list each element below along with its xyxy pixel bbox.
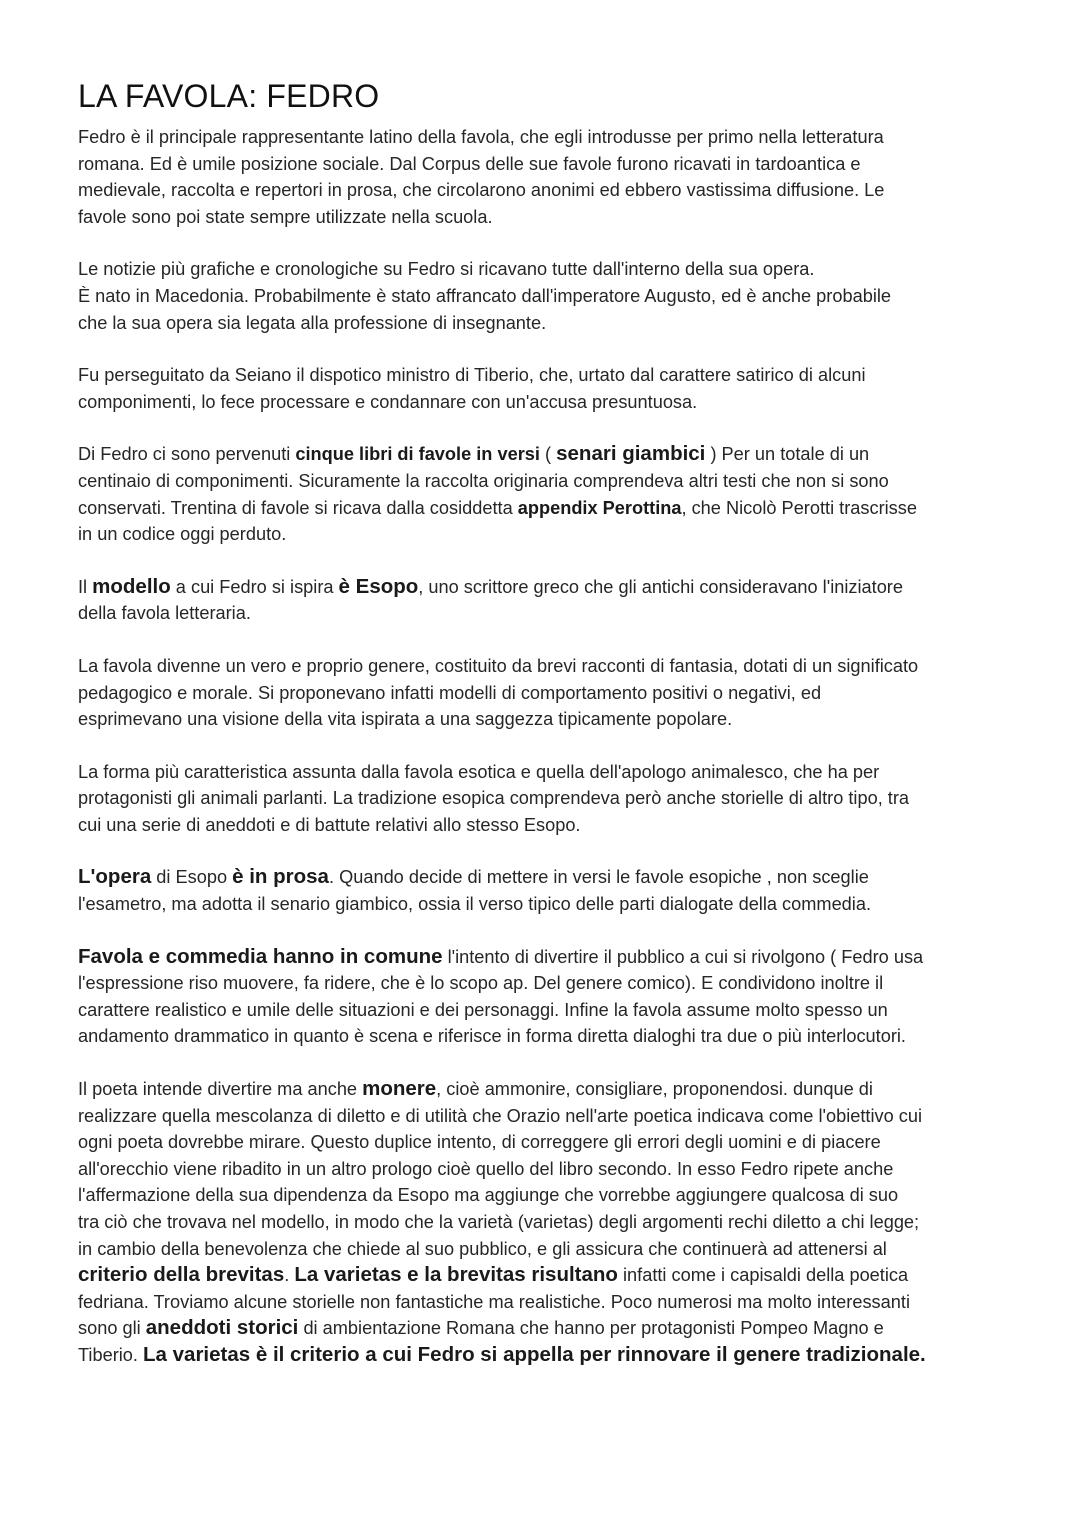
text-run: , che Nicolò Perotti trascrisse <box>681 497 917 518</box>
text-run: Il poeta intende divertire ma anche <box>78 1079 363 1100</box>
text-run: l'intento di divertire il pubblico a cui si rivolgono ( Fedro usa <box>442 946 924 967</box>
document-page <box>78 74 1008 1395</box>
text-run: di ambientazione Romana che hanno per protagonisti Pompeo Magno e <box>298 1318 884 1339</box>
bold-run-large: La varietas e la brevitas risultano <box>294 1263 618 1287</box>
text-line: andamento drammatico in quanto è scena e riferisce in forma diretta dialoghi tra due o più interlocutori. <box>78 1026 906 1047</box>
bold-run: cinque libri di favole in versi <box>295 444 540 465</box>
bold-run-large: è Esopo <box>338 574 419 598</box>
text-line: fedriana. Troviamo alcune storielle non fantastiche ma realistiche. Poco numerosi ma molto interessanti <box>78 1291 910 1312</box>
text-line: all'orecchio viene ribadito in un altro prologo cioè quello del libro secondo. In esso Fedro ripete anche <box>78 1158 894 1179</box>
text-line <box>78 441 1008 468</box>
paragraph-form <box>78 759 1008 839</box>
text-line: La favola divenne un vero e proprio genere, costituito da brevi racconti di fantasia, dotati di un significato <box>78 655 919 676</box>
bold-run: appendix Perottina <box>517 497 682 518</box>
text-run: Di Fedro ci sono pervenuti <box>78 444 296 465</box>
bold-run-large: senari giambici <box>556 442 706 466</box>
text-run: conservati. Trentina di favole si ricava dalla cosiddetta <box>78 497 518 518</box>
text-line: esprimevano una visione della vita ispirata a una saggezza tipicamente popolare. <box>78 709 733 730</box>
text-line <box>78 944 1008 971</box>
text-line: componimenti, lo fece processare e condannare con un'accusa presuntuosa. <box>78 391 698 412</box>
text-line: protagonisti gli animali parlanti. La tradizione esopica comprendeva però anche storielle di altro tipo, tra <box>78 788 910 809</box>
text-line: Fu perseguitato da Seiano il dispotico ministro di Tiberio, che, urtato dal carattere satirico di alcuni <box>78 365 866 386</box>
text-line: pedagogico e morale. Si proponevano infatti modelli di comportamento positivi o negativi, ed <box>78 682 822 703</box>
text-line: romana. Ed è umile posizione sociale. Dal Corpus delle sue favole furono ricavati in tardoantica e <box>78 153 861 174</box>
bold-run-large: L'opera <box>78 865 152 889</box>
text-line: carattere realistico e umile delle situazioni e dei personaggi. Infine la favola assume molto spesso un <box>78 999 888 1020</box>
text-line: l'affermazione della sua dipendenza da Esopo ma aggiunge che vorrebbe aggiungere qualcosa di suo <box>78 1185 899 1206</box>
text-run: Tiberio. <box>78 1344 144 1365</box>
bold-run-large: La varietas è il criterio a cui Fedro si appella per rinnovare il genere tradizionale. <box>143 1342 926 1366</box>
paragraph-works <box>78 441 1008 547</box>
text-line: cui una serie di aneddoti e di battute relativi allo stesso Esopo. <box>78 814 581 835</box>
text-line: che la sua opera sia legata alla professione di insegnante. <box>78 312 547 333</box>
paragraph-genre <box>78 653 1008 733</box>
text-run: ) Per un totale di un <box>705 444 870 465</box>
text-line: Le notizie più grafiche e cronologiche su Fedro si ricavano tutte dall'interno della sua opera. <box>78 259 815 280</box>
paragraph-prose <box>78 864 1008 917</box>
text-line <box>78 1262 1008 1289</box>
text-line: l'esametro, ma adotta il senario giambico, ossia il verso tipico delle parti dialogate della commedia. <box>78 894 872 915</box>
bold-run-large: modello <box>92 574 171 598</box>
text-line: La forma più caratteristica assunta dalla favola esotica e quella dell'apologo animalesco, che ha per <box>78 761 880 782</box>
bold-run-large: aneddoti storici <box>145 1316 299 1340</box>
text-line <box>78 495 1008 522</box>
paragraph-intro <box>78 124 1008 230</box>
text-line: medievale, raccolta e repertori in prosa, che circolarono anonimi ed ebbero vastissima diffusione. Le <box>78 180 885 201</box>
text-run: . Quando decide di mettere in versi le favole esopiche , non sceglie <box>328 867 869 888</box>
text-line: in cambio della benevolenza che chiede al suo pubblico, e gli assicura che continuerà ad attenersi al <box>78 1238 887 1259</box>
page-title: LA FAVOLA: FEDRO <box>78 78 380 114</box>
text-line: È nato in Macedonia. Probabilmente è stato affrancato dall'imperatore Augusto, ed è anche probabile <box>78 285 892 306</box>
paragraph-model <box>78 574 1008 627</box>
text-line: della favola letteraria. <box>78 603 251 624</box>
text-run: infatti come i capisaldi della poetica <box>617 1265 909 1286</box>
text-run: , uno scrittore greco che gli antichi consideravano l'iniziatore <box>418 576 903 597</box>
paragraph-persecution <box>78 362 1008 415</box>
text-line <box>78 864 1008 891</box>
text-line: tra ciò che trovava nel modello, in modo che la varietà (varietas) degli argomenti rechi diletto a chi legge; <box>78 1212 920 1232</box>
text-line: Fedro è il principale rappresentante latino della favola, che egli introdusse per primo nella letteratura <box>78 127 884 147</box>
text-line <box>78 1315 1008 1342</box>
paragraph-biography <box>78 256 1008 336</box>
text-line: favole sono poi state sempre utilizzate nella scuola. <box>78 206 493 227</box>
text-run: ( <box>539 444 557 465</box>
text-run: di Esopo <box>151 867 233 888</box>
bold-run-large: è in prosa <box>232 865 329 889</box>
bold-run-large: monere <box>362 1077 437 1101</box>
text-run: sono gli <box>78 1318 146 1339</box>
bold-run-large: criterio della brevitas <box>78 1263 285 1287</box>
text-line <box>78 1076 1008 1103</box>
text-run: a cui Fedro si ispira <box>170 576 339 597</box>
text-line: centinaio di componimenti. Sicuramente la raccolta originaria comprendeva altri testi che non si sono <box>78 470 889 491</box>
text-line: l'espressione riso muovere, fa ridere, che è lo scopo ap. Del genere comico). E condividono inoltre il <box>78 973 884 994</box>
text-run: , cioè ammonire, consigliare, proponendosi. dunque di <box>436 1079 873 1100</box>
text-run: Il <box>78 576 93 597</box>
text-line: in un codice oggi perduto. <box>78 524 287 545</box>
text-run: . <box>284 1265 295 1286</box>
bold-run-large: Favola e commedia hanno in comune <box>78 944 443 968</box>
text-line <box>78 574 1008 601</box>
paragraph-comedy <box>78 944 1008 1050</box>
paragraph-poetics <box>78 1076 1008 1369</box>
text-line: ogni poeta dovrebbe mirare. Questo duplice intento, di correggere gli errori degli uomini e di piacere <box>78 1132 881 1153</box>
text-line <box>78 1342 1008 1369</box>
text-line: realizzare quella mescolanza di diletto e di utilità che Orazio nell'arte poetica indicava come l'obiettivo cui <box>78 1105 923 1126</box>
